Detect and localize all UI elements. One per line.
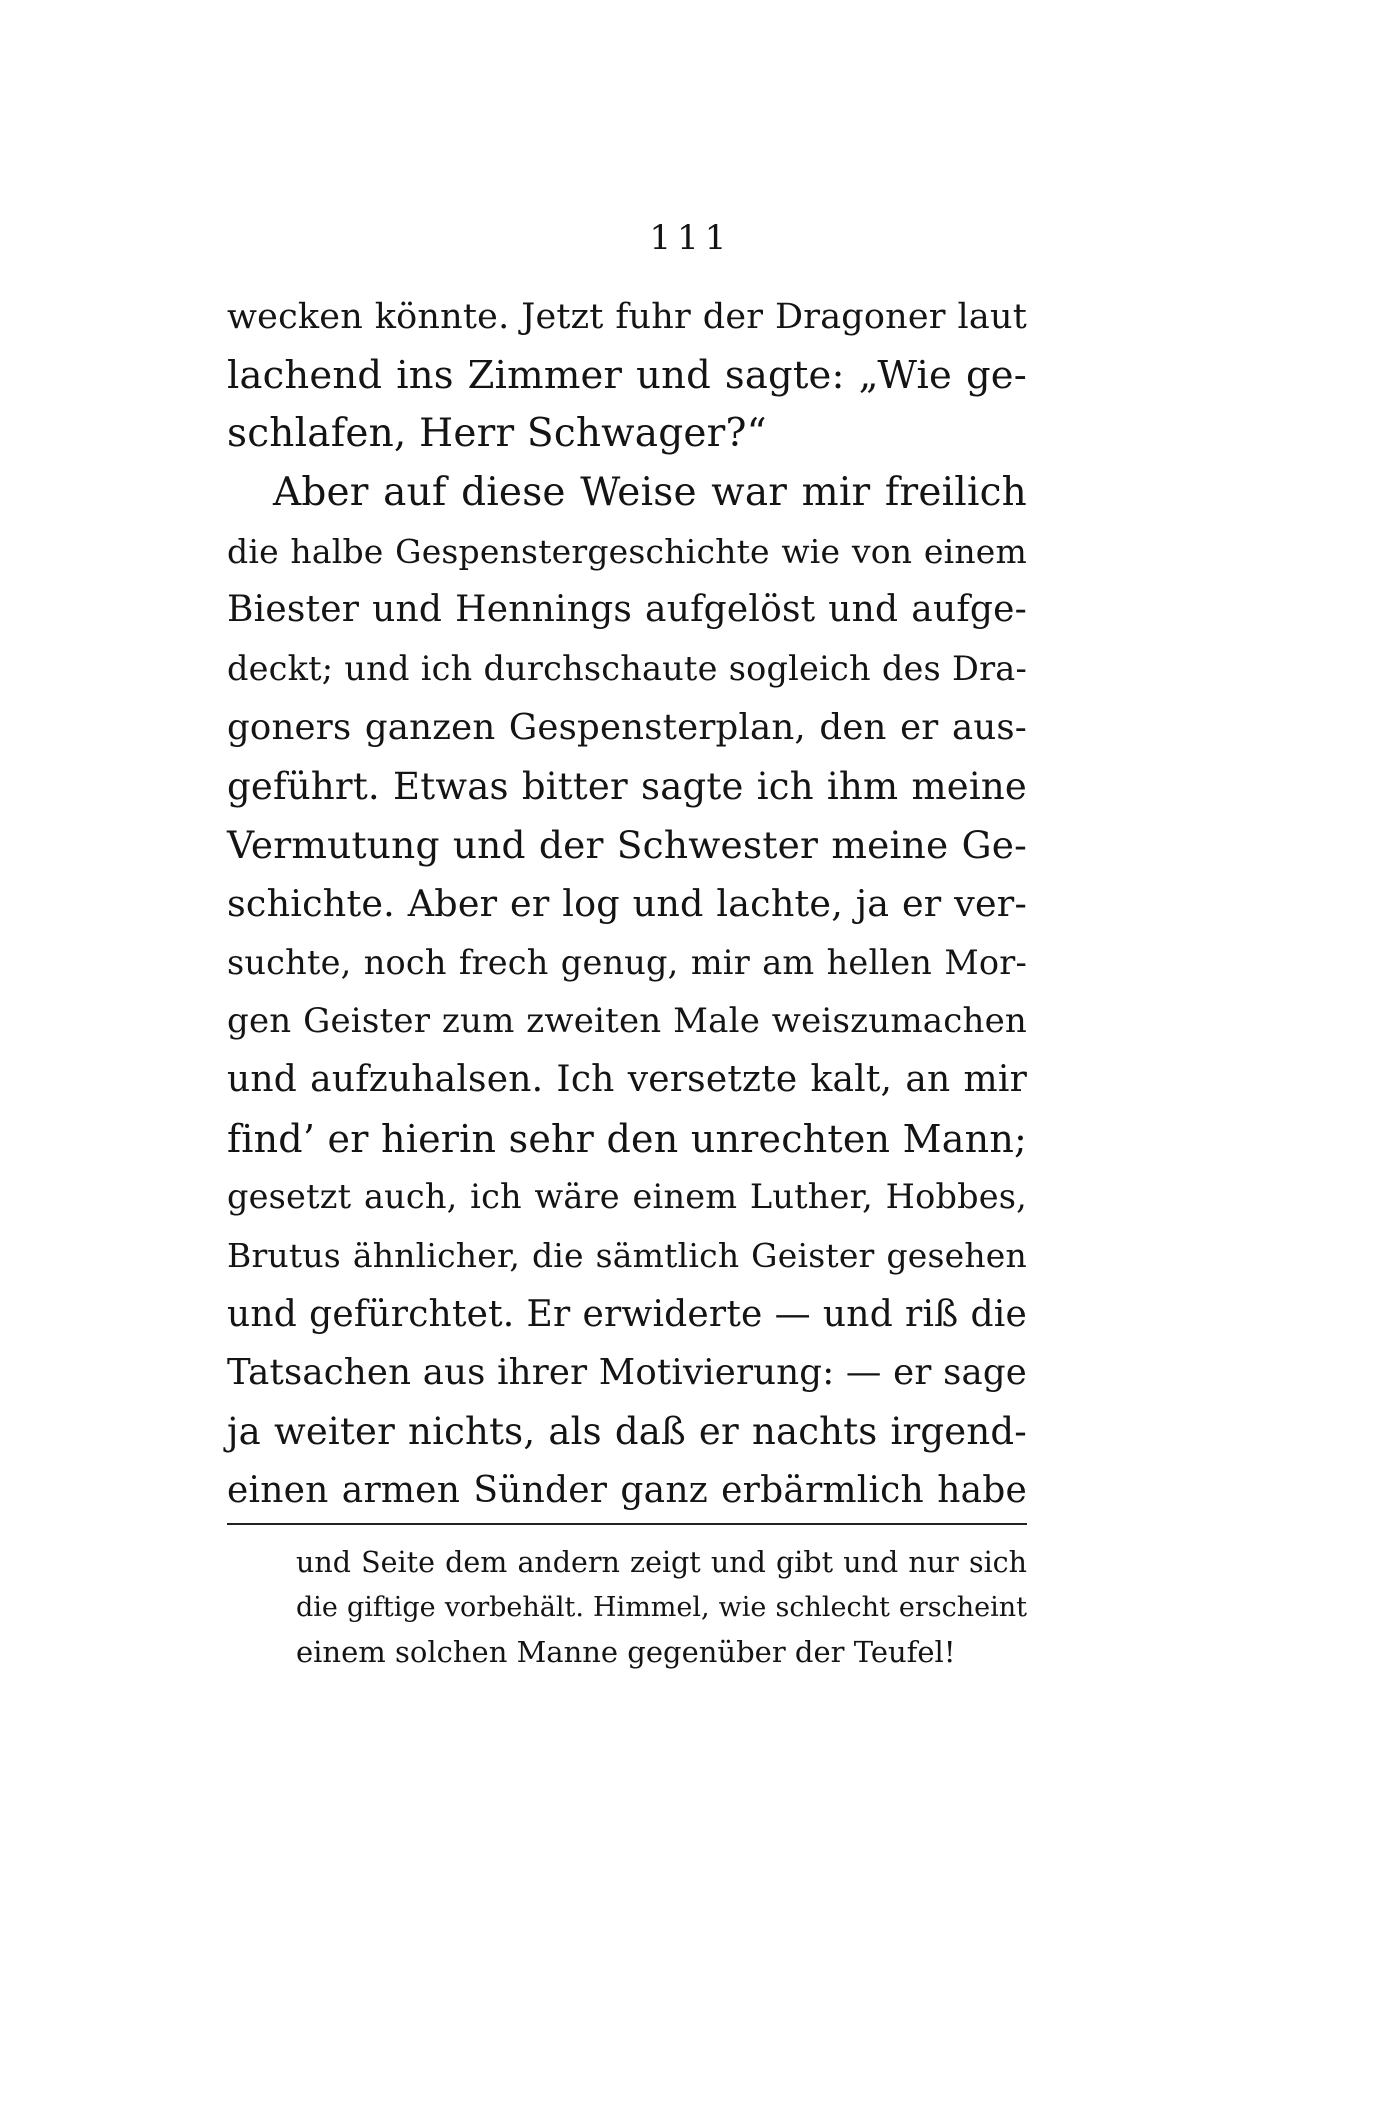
text-line: die halbe Gespenstergeschichte wie von einem (227, 531, 1027, 571)
text-line: schichte. Aber er log und lachte, ja er ver- (227, 881, 1027, 925)
footnote (296, 1541, 1027, 1675)
footnote-line: und Seite dem andern zeigt und gibt und nur sich (296, 1546, 1027, 1579)
text-line: find’ er hierin sehr den unrechten Mann; (227, 1116, 1027, 1161)
text-line: deckt; und ich durchschaute sogleich des Dra- (227, 649, 1027, 689)
text-line: und aufzuhalsen. Ich versetzte kalt, an mir (227, 1058, 1027, 1100)
footnote-line: einem solchen Manne gegenüber der Teufel! (296, 1635, 956, 1669)
footnote-divider (227, 1523, 1027, 1525)
text-line: schlafen, Herr Schwager?“ (227, 411, 767, 457)
text-line: Tatsachen aus ihrer Motivierung: — er sage (227, 1352, 1027, 1394)
page-number: 111 (649, 218, 733, 258)
text-line: wecken könnte. Jetzt fuhr der Dragoner laut (227, 297, 1027, 337)
text-line: suchte, noch frech genug, mir am hellen Mor- (227, 942, 1027, 982)
text-line: Brutus ähnlicher, die sämtlich Geister gesehen (227, 1236, 1027, 1275)
text-line: geführt. Etwas bitter sagte ich ihm meine (227, 764, 1027, 808)
footnote-line: die giftige vorbehält. Himmel, wie schlecht erscheint (296, 1591, 1027, 1623)
main-text (227, 288, 1027, 1520)
text-line: gen Geister zum zweiten Male weiszumachen (227, 1001, 1027, 1042)
text-line: gesetzt auch, ich wäre einem Luther, Hobbes, (227, 1177, 1027, 1217)
text-line: einen armen Sünder ganz erbärmlich habe (227, 1469, 1027, 1511)
text-line: Biester und Hennings aufgelöst und aufge- (227, 589, 1027, 631)
text-line: ja weiter nichts, als daß er nachts irgend- (227, 1410, 1027, 1454)
text-line: Vermutung und der Schwester meine Ge- (227, 823, 1027, 868)
text-line: lachend ins Zimmer und sagte: „Wie ge- (227, 352, 1027, 398)
text-line: goners ganzen Gespensterplan, den er aus- (227, 706, 1027, 748)
text-line: und gefürchtet. Er erwiderte — und riß die (227, 1293, 1027, 1335)
text-line: Aber auf diese Weise war mir freilich (273, 470, 1027, 516)
